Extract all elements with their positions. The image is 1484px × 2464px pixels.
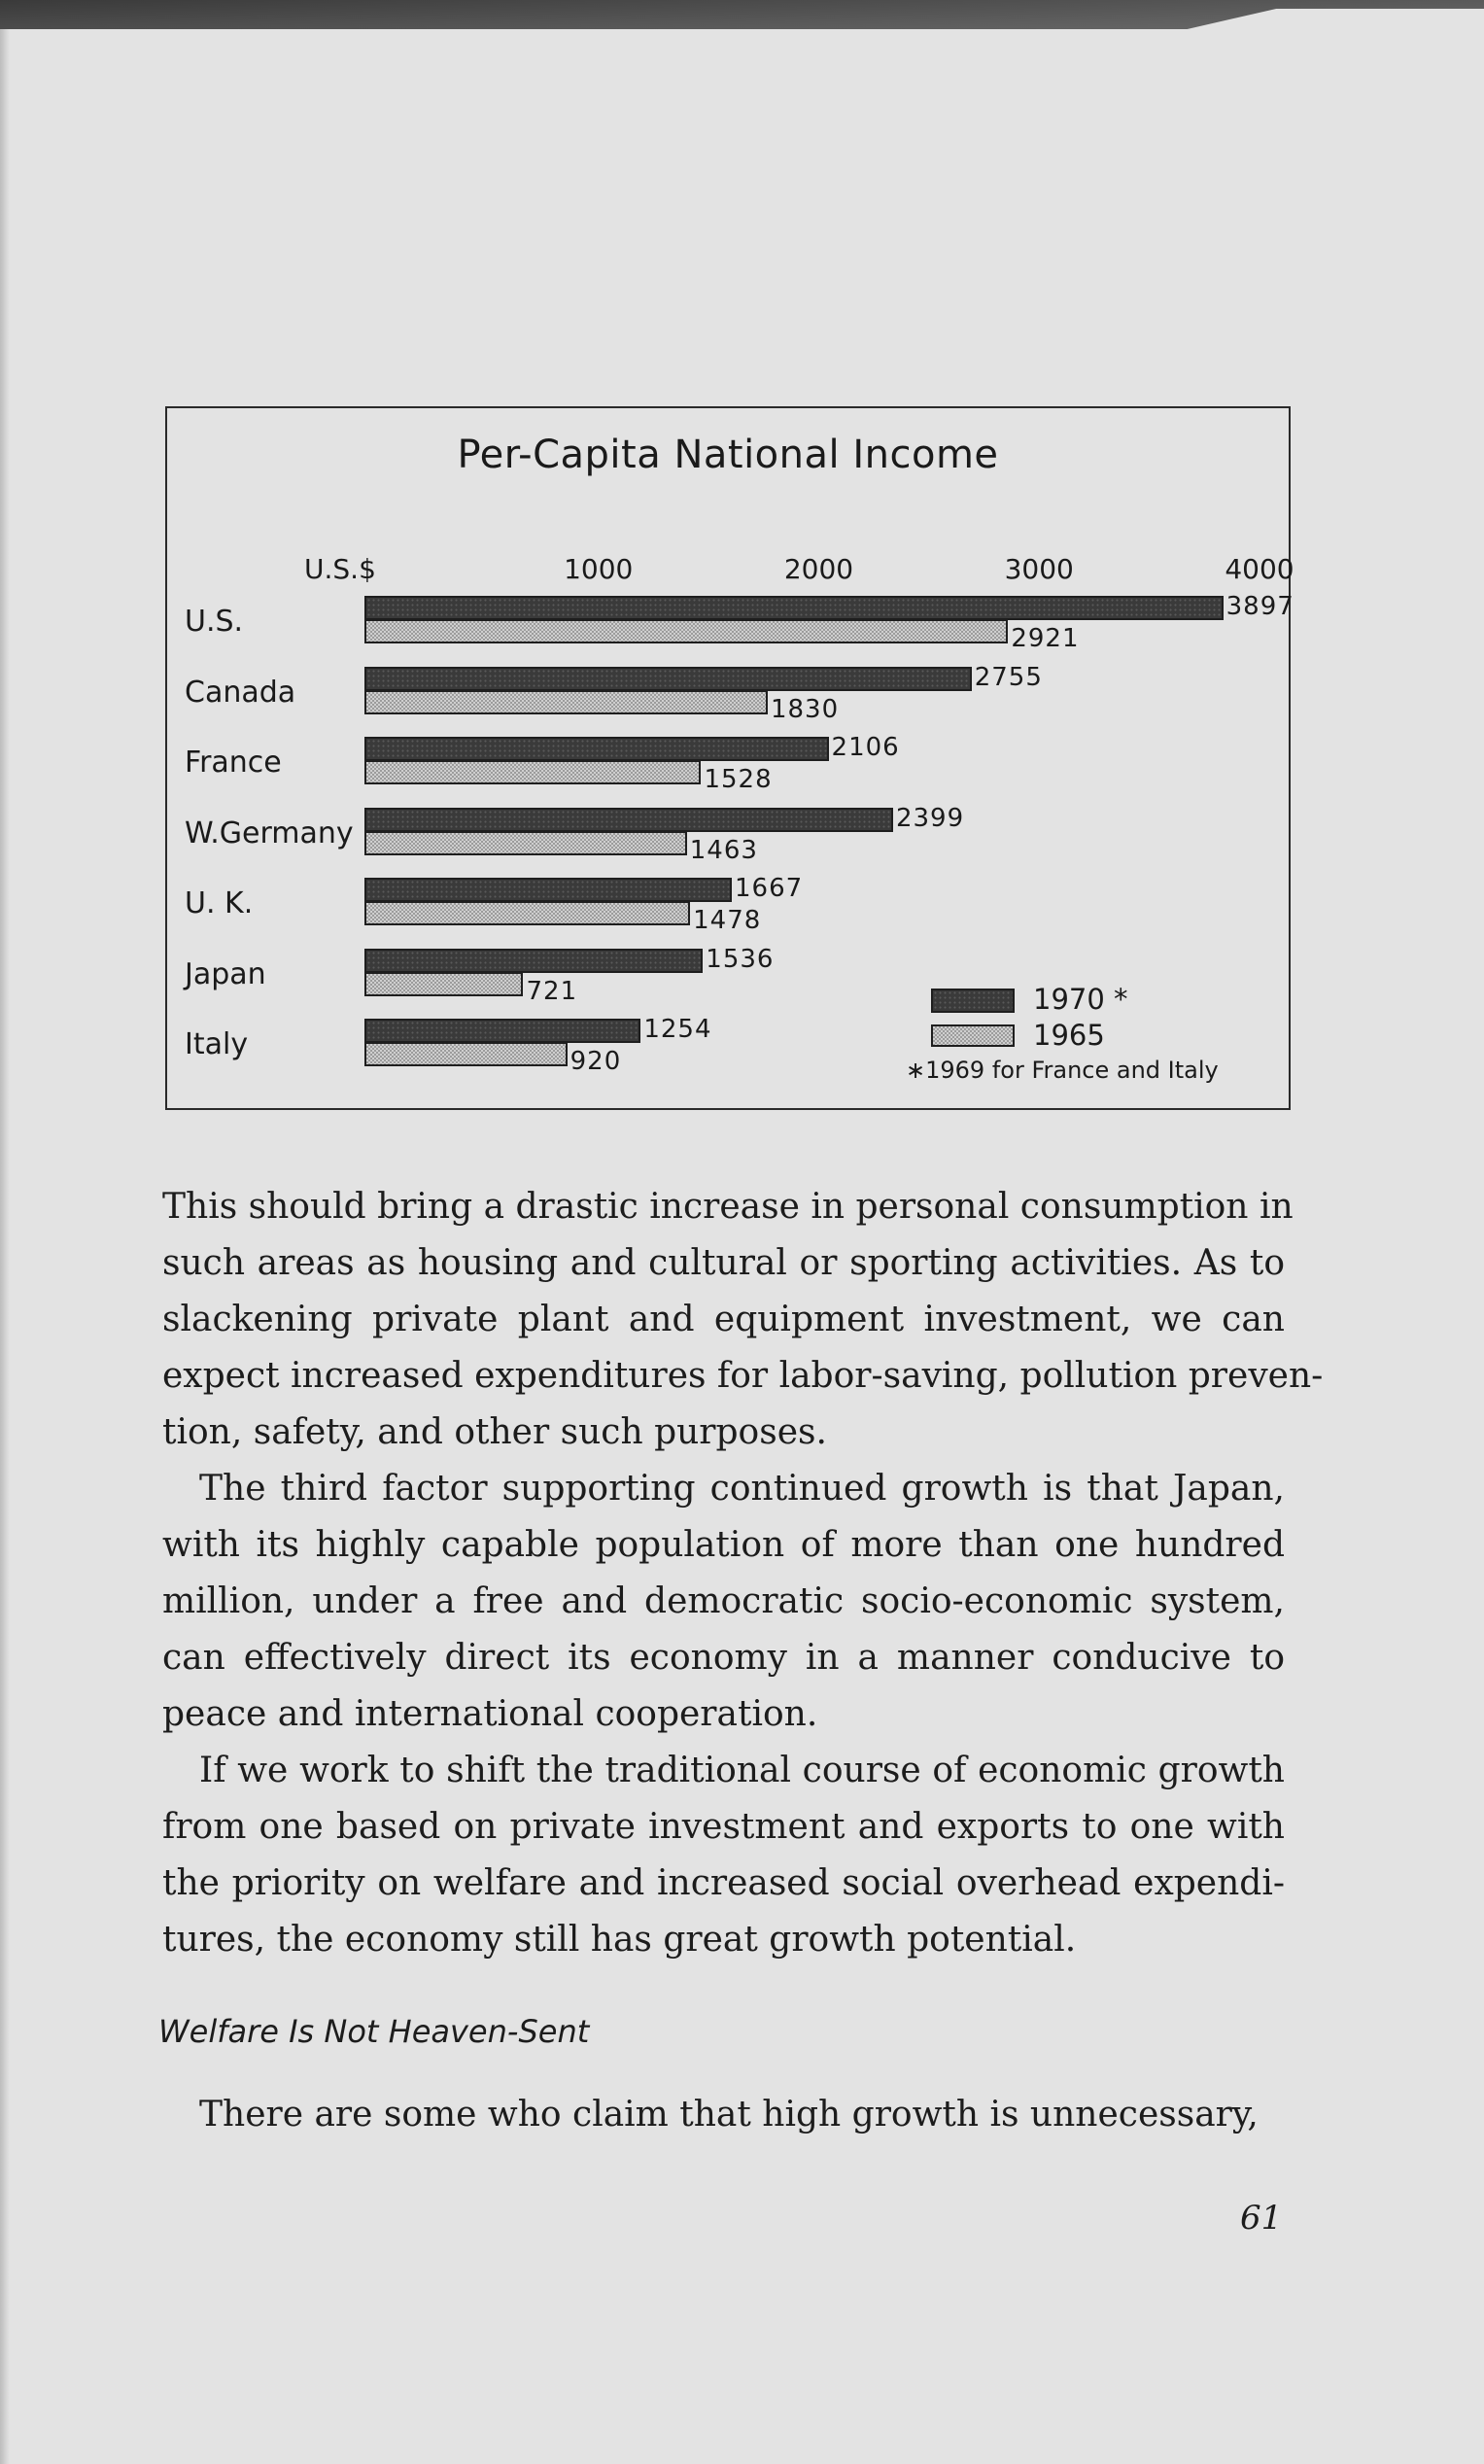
x-tick-label: 4000 (1225, 553, 1294, 585)
bar-1965 (364, 619, 1008, 643)
chart-title: Per-Capita National Income (457, 433, 999, 477)
data-label-1965: 920 (569, 1047, 622, 1076)
bar-1970 (364, 808, 893, 832)
bar-1965 (364, 901, 690, 925)
text-line: such areas as housing and cultural or sporting activities. As to (162, 1243, 1285, 1283)
bar-1965 (364, 1042, 568, 1066)
text-line: from one based on private investment and exports to one with (162, 1807, 1285, 1847)
bar-1970 (364, 596, 1224, 620)
bar-1965 (364, 972, 523, 996)
text-line: If we work to shift the traditional course of economic growth (199, 1751, 1285, 1790)
bar-1970 (364, 667, 972, 691)
page-edge-shadow (0, 0, 1484, 29)
bar-1965 (364, 760, 701, 784)
text-line: the priority on welfare and increased social overhead expendi- (162, 1863, 1285, 1903)
category-label: Japan (185, 956, 266, 991)
category-label: Italy (185, 1027, 249, 1061)
category-label: France (185, 746, 282, 780)
text-line: The third factor supporting continued growth is that Japan, (199, 1469, 1285, 1509)
legend-label-1970: 1970 * (1033, 983, 1128, 1016)
bar-1965 (364, 831, 687, 855)
category-label: U. K. (185, 886, 254, 920)
bar-1970 (364, 737, 829, 761)
data-label-1965: 1478 (693, 906, 762, 935)
section-subheading: Welfare Is Not Heaven-Sent (158, 2013, 590, 2050)
text-line: million, under a free and democratic socio-economic system, (162, 1581, 1285, 1621)
data-label-1970: 2106 (831, 733, 900, 762)
legend-swatch-1970 (931, 989, 1015, 1013)
text-line: can effectively direct its economy in a manner conducive to (162, 1638, 1285, 1678)
x-tick-label: 3000 (1004, 553, 1074, 585)
category-label: W.Germany (185, 816, 354, 850)
data-label-1965: 1830 (770, 694, 840, 724)
category-label: U.S. (185, 605, 244, 639)
bar-1970 (364, 1019, 640, 1043)
bar-1970 (364, 949, 703, 973)
data-label-1970: 1667 (734, 874, 804, 903)
data-label-1970: 2755 (974, 662, 1043, 692)
x-tick-label: 1000 (564, 553, 634, 585)
text-line: tion, safety, and other such purposes. (162, 1412, 827, 1452)
data-label-1970: 3897 (1225, 592, 1294, 621)
category-label: Canada (185, 675, 296, 710)
bar-1970 (364, 878, 732, 902)
text-line: tures, the economy still has great growth potential. (162, 1920, 1077, 1960)
x-tick-label: 2000 (783, 553, 854, 585)
data-label-1965: 1528 (704, 765, 773, 794)
data-label-1965: 2921 (1011, 624, 1080, 653)
legend-label-1965: 1965 (1033, 1019, 1105, 1052)
legend-swatch-1965 (931, 1024, 1015, 1047)
text-line: This should bring a drastic increase in personal consumption in (162, 1187, 1294, 1227)
page-gutter-shadow (0, 29, 10, 2464)
bar-1965 (364, 690, 768, 714)
page-number: 61 (1240, 2199, 1283, 2238)
data-label-1970: 2399 (895, 803, 965, 833)
chart-footnote: ∗1969 for France and Italy (906, 1057, 1219, 1084)
text-line: with its highly capable population of more than one hundred (162, 1525, 1285, 1565)
data-label-1965: 1463 (689, 835, 758, 865)
x-axis-unit-label: U.S.$ (304, 553, 376, 585)
text-line: expect increased expenditures for labor-saving, pollution preven- (162, 1356, 1324, 1396)
data-label-1965: 721 (526, 976, 578, 1006)
data-label-1970: 1536 (706, 944, 775, 974)
text-line: slackening private plant and equipment investment, we can (162, 1300, 1285, 1339)
data-label-1970: 1254 (643, 1015, 712, 1044)
text-line: peace and international cooperation. (162, 1694, 818, 1734)
text-line: There are some who claim that high growth is unnecessary, (199, 2095, 1259, 2134)
